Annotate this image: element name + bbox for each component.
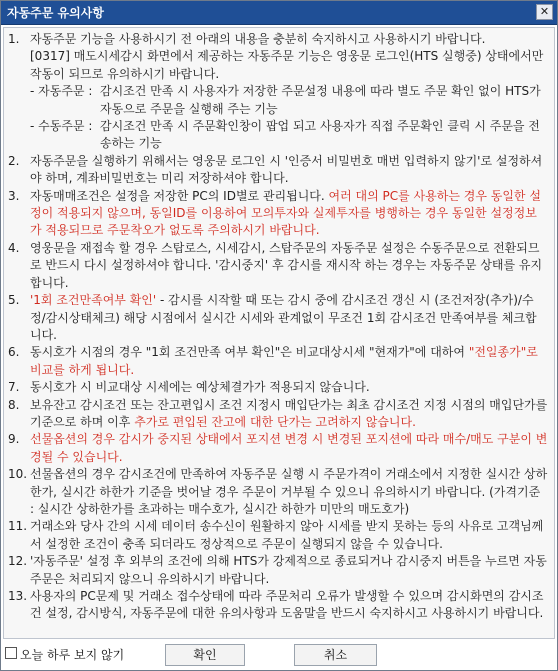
notice-item-text xyxy=(30,588,548,623)
notice-item-text xyxy=(30,431,548,466)
warning-text: 선물옵션의 경우 감시가 중지된 상태에서 포지션 변경 시 변경된 포지션에 따라 매수/매도 구분이 변경될 수 있습니다. xyxy=(30,432,548,464)
notice-item-text xyxy=(30,344,548,379)
notice-item-text xyxy=(30,48,548,83)
notice-item xyxy=(8,153,548,188)
cancel-button[interactable]: 취소 xyxy=(294,644,377,666)
notice-text: 사용자의 PC문제 및 거래소 접수상태에 따라 주문처리 오류가 발생할 수 있으며 감시화면의 감시조건 설정, 감시방식, 자동주문에 대한 유의사항과 도움말을 반드시 숙지하시고 사용하시기 바랍니다. xyxy=(30,589,544,621)
notice-text: - 감시를 시작할 때 또는 감시 중에 감시조건 갱신 시 (조건저장(추가)/수정/감시상태체크) 해당 시점에서 실시간 시세와 관계없이 무조건 1회 감시조건 만족여부를 체크합니다. xyxy=(30,293,537,342)
notice-item-number: 11. xyxy=(8,519,28,534)
notice-text: [0317] 매도시세감시 화면에서 제공하는 자동주문 기능은 영웅문 로그인(HTS 실행중) 상태에서만 작동이 되므로 유의하시기 바랍니다. xyxy=(30,49,544,81)
close-button[interactable]: ✕ xyxy=(536,4,553,20)
notice-item xyxy=(8,553,548,588)
window-title: 자동주문 유의사항 xyxy=(7,6,104,20)
notice-text: 동시호가 시 비교대상 시세에는 예상체결가가 적용되지 않습니다. xyxy=(30,380,370,395)
notice-item-text xyxy=(30,188,548,240)
notice-item xyxy=(8,188,548,240)
notice-item-number: 10. xyxy=(8,467,28,482)
notice-item-text xyxy=(30,553,548,588)
notice-item xyxy=(8,466,548,518)
notice-item xyxy=(8,518,548,553)
notice-item-number: 6. xyxy=(8,345,20,360)
notice-item-number: 1. xyxy=(8,32,20,46)
notice-item-number: 13. xyxy=(8,589,28,603)
notice-item-text xyxy=(30,397,548,432)
notice-item-text xyxy=(30,153,548,188)
notice-text: 선물옵션의 경우 감시조건에 만족하여 자동주문 실행 시 주문가격이 거래소에서 지정한 실시간 상하한가, 실시간 하한가 기준을 벗어날 경우 주문이 거부될 수 있으니 유의하시기 바랍니다. (가격기준 : 실시간 상하한가를 초과하는 매수호가, 실시간 하한가 미만의 매도호가) xyxy=(30,467,548,516)
notice-item-text xyxy=(30,31,548,48)
warning-text: 추가로 편입된 잔고에 대한 단가는 고려하지 않습니다. xyxy=(134,414,416,429)
notice-item xyxy=(8,397,548,432)
confirm-button[interactable]: 확인 xyxy=(165,644,245,666)
notice-sub-label: - 자동주문 : xyxy=(30,84,93,99)
notice-text: 자동매매조건은 설정을 저장한 PC의 ID별로 관리됩니다. xyxy=(30,188,329,203)
notice-content xyxy=(3,27,555,639)
notice-item xyxy=(8,240,548,292)
title-bar xyxy=(1,1,557,25)
notice-sub-item xyxy=(30,118,548,153)
notice-text: 동시호가 시점의 경우 "1회 조건만족 여부 확인"은 비교대상시세 "현재가"에 대하여 xyxy=(30,345,469,360)
notice-item-text xyxy=(30,292,548,344)
notice-item xyxy=(8,379,548,396)
notice-text: 자동주문 기능을 사용하시기 전 아래의 내용을 충분히 숙지하시고 사용하시기 바랍니다. xyxy=(30,32,486,46)
notice-item xyxy=(8,344,548,379)
notice-text: 자동주문을 실행하기 위해서는 영웅문 로그인 시 '인증서 비밀번호 매번 입력하지 않기'로 설정하셔야 하며, 계좌비밀번호는 미리 저장하셔야 합니다. xyxy=(30,153,543,186)
dont-show-today-checkbox[interactable] xyxy=(5,647,17,659)
warning-text: '1회 조건만족여부 확인' xyxy=(30,293,157,308)
notice-item-number: 7. xyxy=(8,380,20,395)
notice-item-text xyxy=(30,466,548,518)
notice-text: 거래소와 당사 간의 시세 데이터 송수신이 원활하지 않아 시세를 받지 못하는 등의 사유로 고객님께서 설정한 조건이 충족 되더라도 정상적으로 주문이 실행되지 않을 수 있습니다. xyxy=(30,519,544,551)
notice-item xyxy=(8,431,548,466)
notice-item-number: 3. xyxy=(8,188,20,203)
notice-item-number: 12. xyxy=(8,554,28,569)
warning-text: 여러 대의 PC를 사용하는 경우 동일한 설정이 적용되지 않으며, 동일ID를 이용하여 모의투자와 실제투자를 병행하는 경우 동일한 설정정보가 적용되므로 주문착오가 없도록 주의하시기 바랍니다. xyxy=(30,188,541,238)
notice-item-number: 5. xyxy=(8,293,20,308)
notice-item-text xyxy=(30,379,548,396)
warning-text: "전일종가"로 비교를 하게 됩니다. xyxy=(30,345,538,377)
notice-item-text xyxy=(30,240,548,292)
dont-show-today-label[interactable]: 오늘 하루 보지 않기 xyxy=(20,648,125,662)
notice-item-number: 4. xyxy=(8,240,20,255)
notice-item-number: 8. xyxy=(8,397,20,412)
notice-item-number: 2. xyxy=(8,153,20,168)
notice-text: 영웅문을 재접속 할 경우 스탑로스, 시세감시, 스탑주문의 자동주문 설정은 수동주문으로 전환되므로 반드시 다시 설정하셔야 합니다. '감시중지' 후 감시를 재시작 하는 경우는 자동주문 상태를 유지합니다. xyxy=(30,240,543,290)
notice-item-number: 9. xyxy=(8,432,20,447)
notice-sub-label: - 수동주문 : xyxy=(30,119,93,134)
notice-item xyxy=(8,588,548,623)
dialog-footer xyxy=(1,641,557,670)
notice-item-text xyxy=(30,518,548,553)
notice-sub-item xyxy=(30,83,548,118)
notice-text: 보유잔고 감시조건 또는 잔고편입시 조건 지정시 매입단가는 최초 감시조건 지정 시점의 매입단가를 기준으로 하며 이후 xyxy=(30,397,548,429)
notice-item xyxy=(8,292,548,344)
notice-item xyxy=(8,31,548,153)
notice-sub-text: 감시조건 만족 시 사용자가 저장한 주문설정 내용에 따라 별도 주문 확인 없이 HTS가 자동으로 주문을 실행해 주는 기능 xyxy=(100,84,541,116)
notice-text: '자동주문' 설정 후 외부의 조건에 의해 HTS가 강제적으로 종료되거나 감시중지 버튼을 누르면 자동주문은 처리되지 않으니 유의하시기 바랍니다. xyxy=(30,554,547,586)
notice-sub-text: 감시조건 만족 시 주문확인창이 팝업 되고 사용자가 직접 주문확인 클릭 시 주문을 전송하는 기능 xyxy=(100,119,540,151)
notice-list xyxy=(8,31,548,623)
